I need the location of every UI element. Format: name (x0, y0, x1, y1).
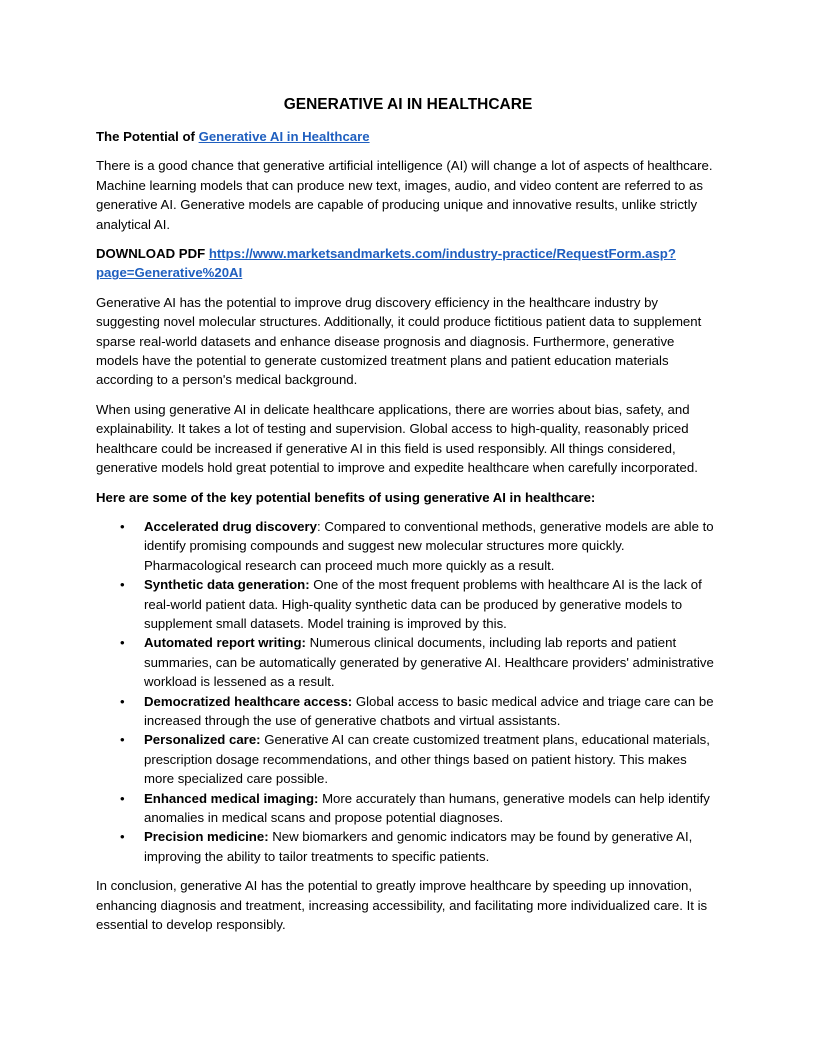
intro-paragraph: There is a good chance that generative artificial intelligence (AI) will change a lot of aspects of healthcare. Machine learning models that can produce new text, images, audio, and video content are referred to as generative AI. Generative models are capable of producing unique and innovative results, unlike strictly analytical AI. (96, 158, 713, 232)
bullet-icon: • (120, 829, 125, 845)
benefit-text: More accurately than humans, generative models can help identify anomalies in medical scans and propose potential diagnoses. (144, 790, 710, 825)
benefit-text: New biomarkers and genomic indicators may be found by generative AI, improving the ability to tailor treatments to specific patients. (144, 829, 693, 864)
benefit-text: Compared to conventional methods, generative models are able to identify promising compounds and suggest new molecular structures more quickly. Pharmacological research can proceed much more quickly as a result. (144, 518, 714, 573)
subtitle-prefix: The Potential of (96, 129, 199, 144)
benefit-term: Accelerated drug discovery (144, 518, 317, 534)
benefit-sep: : (316, 518, 321, 534)
bullet-icon: • (120, 518, 125, 534)
list-item (96, 789, 720, 828)
list-item (96, 517, 720, 575)
download-pdf-link[interactable]: https://www.marketsandmarkets.com/industry-practice/RequestForm.asp?page=Generative%20AI (96, 246, 676, 281)
benefit-term: Synthetic data generation: (144, 577, 310, 593)
list-item (96, 575, 720, 633)
benefit-text: Global access to basic medical advice and triage care can be increased through the use of generative chatbots and virtual assistants. (144, 693, 714, 728)
benefit-text: Numerous clinical documents, including lab reports and patient summaries, can be automatically generated by generative AI. Healthcare providers' administrative workload is lessened as a result. (144, 635, 714, 690)
document-title: GENERATIVE AI IN HEALTHCARE (283, 96, 533, 113)
conclusion-paragraph: In conclusion, generative AI has the potential to greatly improve healthcare by speeding up innovation, enhancing diagnosis and treatment, increasing accessibility, and facilitating more individualized care. It is essential to develop responsibly. (96, 878, 708, 933)
benefit-text: Generative AI can create customized treatment plans, educational materials, prescription dosage recommendations, and other things based on patient history. This makes more specialized care possible. (144, 732, 710, 787)
bullet-icon: • (120, 693, 125, 709)
benefits-list (96, 517, 720, 866)
benefit-term: Personalized care: (144, 732, 261, 748)
bullet-icon: • (120, 635, 125, 651)
benefit-term: Democratized healthcare access: (144, 693, 353, 709)
document-page (96, 96, 720, 944)
bullet-icon: • (120, 790, 125, 806)
bullet-icon: • (120, 732, 125, 748)
benefit-term: Enhanced medical imaging: (144, 790, 319, 806)
benefit-text: One of the most frequent problems with healthcare AI is the lack of real-world patient data. High-quality synthetic data can be produced by generative models to supplement small datasets. Model training is improved by this. (144, 577, 702, 631)
subtitle-link[interactable]: Generative AI in Healthcare (198, 129, 370, 144)
benefit-term: Automated report writing: (144, 635, 306, 651)
paragraph-concerns: When using generative AI in delicate healthcare applications, there are worries about bias, safety, and explainability. It takes a lot of testing and supervision. Global access to high-quality, reasonably priced healthcare could be increased if generative AI in this field is used responsibly. All things considered, generative models hold great potential to improve and expedite healthcare when carefully incorporated. (96, 401, 698, 476)
benefit-term: Precision medicine: (144, 829, 269, 845)
list-item (96, 730, 720, 788)
benefits-heading: Here are some of the key potential benefits of using generative AI in healthcare: (96, 489, 596, 505)
download-label: DOWNLOAD PDF (96, 246, 209, 262)
bullet-icon: • (120, 577, 125, 593)
list-item (96, 827, 720, 866)
subtitle (96, 127, 720, 146)
paragraph-drug-discovery: Generative AI has the potential to improve drug discovery efficiency in the healthcare industry by suggesting novel molecular structures. Additionally, it could produce fictitious patient data to supplement sparse real-world datasets and enhance disease prognosis and diagnosis. Furthermore, generative models have the potential to generate customized treatment plans and patient education materials according to a person's medical background. (96, 294, 702, 388)
download-line (96, 244, 720, 283)
list-item (96, 692, 720, 731)
list-item (96, 633, 720, 691)
